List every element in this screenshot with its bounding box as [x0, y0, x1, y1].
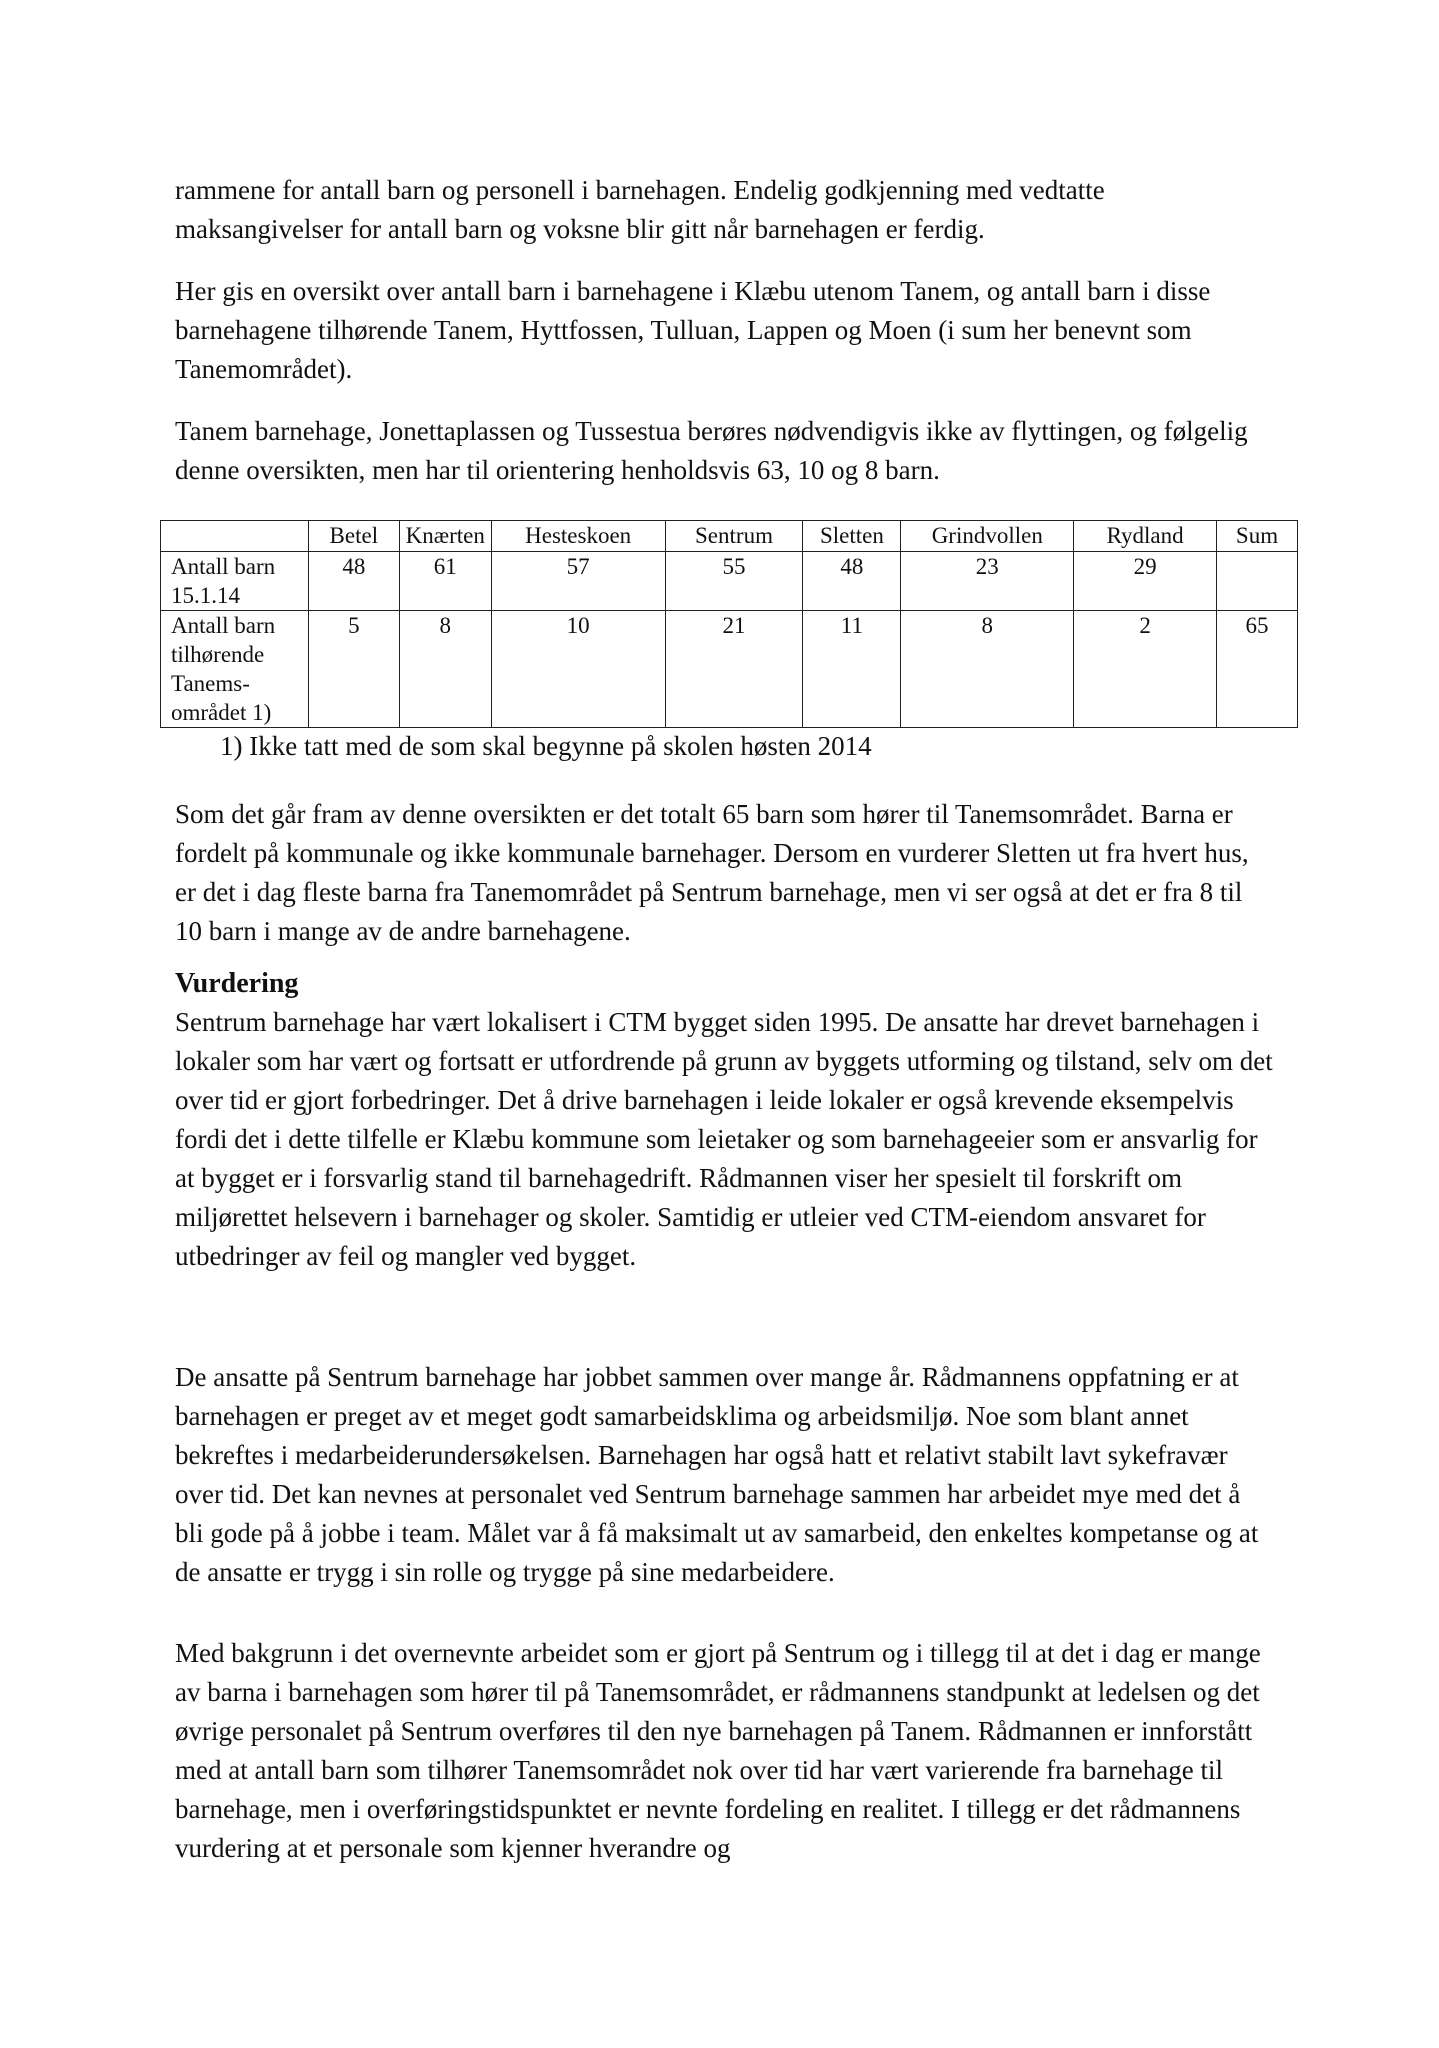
- table-cell: 8: [901, 611, 1074, 728]
- table-header-sentrum: Sentrum: [665, 521, 803, 552]
- table-header-hesteskoen: Hesteskoen: [491, 521, 665, 552]
- table-cell: 21: [665, 611, 803, 728]
- table-cell: 10: [491, 611, 665, 728]
- table-row: [161, 552, 1298, 611]
- table-cell: 48: [308, 552, 399, 611]
- table-cell: 2: [1074, 611, 1217, 728]
- table-cell: 65: [1217, 611, 1298, 728]
- table-header-grindvollen: Grindvollen: [901, 521, 1074, 552]
- table-cell: 8: [399, 611, 491, 728]
- table-header-sum: Sum: [1217, 521, 1298, 552]
- paragraph-tanem-info: Tanem barnehage, Jonettaplassen og Tussestua berøres nødvendigvis ikke av flyttingen, og følgelig denne oversikten, men har til orientering henholdsvis 63, 10 og 8 barn.: [175, 416, 1248, 485]
- table-header-row: [161, 521, 1298, 552]
- paragraph-ansatte: De ansatte på Sentrum barnehage har jobbet sammen over mange år. Rådmannens oppfatning er at barnehagen er preget av et meget godt samarbeidsklima og arbeidsmiljø. Noe som blant annet bekreftes i medarbeiderundersøkelsen. Barnehagen har også hatt et relativt stabilt lavt sykefravær over tid. Det kan nevnes at personalet ved Sentrum barnehage sammen har arbeidet mye med det å bli gode på å jobbe i team. Målet var å få maksimalt ut av samarbeid, den enkeltes kompetanse og at de ansatte er trygg i sin rolle og trygge på sine medarbeidere.: [175, 1362, 1259, 1587]
- table-cell: 57: [491, 552, 665, 611]
- table-header-sletten: Sletten: [803, 521, 901, 552]
- table-header-rydland: Rydland: [1074, 521, 1217, 552]
- table-cell: [1217, 552, 1298, 611]
- table-cell: 23: [901, 552, 1074, 611]
- table-cell: 48: [803, 552, 901, 611]
- row-label-tilhorende: Antall barn tilhørende Tanems-området 1): [161, 611, 309, 728]
- table-row: [161, 611, 1298, 728]
- paragraph-intro: rammene for antall barn og personell i barnehagen. Endelig godkjenning med vedtatte maksangivelser for antall barn og voksne blir gitt når barnehagen er ferdig.: [175, 175, 1105, 244]
- table-cell: 5: [308, 611, 399, 728]
- table-footnote: 1) Ikke tatt med de som skal begynne på skolen høsten 2014: [220, 731, 872, 761]
- paragraph-sentrum: Sentrum barnehage har vært lokalisert i CTM bygget siden 1995. De ansatte har drevet barnehagen i lokaler som har vært og fortsatt er utfordrende på grunn av byggets utforming og tilstand, selv om det over tid er gjort forbedringer. Det å drive barnehagen i leide lokaler er også krevende eksempelvis fordi det i dette tilfelle er Klæbu kommune som leietaker og som barnehageeier som er ansvarlig for at bygget er i forsvarlig stand til barnehagedrift. Rådmannen viser her spesielt til forskrift om miljørettet helsevern i barnehager og skoler. Samtidig er utleier ved CTM-eiendom ansvaret for utbedringer av feil og mangler ved bygget.: [175, 1007, 1273, 1271]
- section-heading: Vurdering: [175, 968, 299, 999]
- table-cell: 61: [399, 552, 491, 611]
- paragraph-bakgrunn: Med bakgrunn i det overnevnte arbeidet som er gjort på Sentrum og i tillegg til at det i dag er mange av barna i barnehagen som hører til på Tanemsområdet, er rådmannens standpunkt at ledelsen og det øvrige personalet på Sentrum overføres til den nye barnehagen på Tanem. Rådmannen er innforstått med at antall barn som tilhører Tanemsområdet nok over tid har vært varierende fra barnehage til barnehage, men i overføringstidspunktet er nevnte fordeling en realitet. I tillegg er det rådmannens vurdering at et personale som kjenner hverandre og: [175, 1638, 1261, 1863]
- children-table: [160, 520, 1298, 728]
- paragraph-overview: Her gis en oversikt over antall barn i barnehagene i Klæbu utenom Tanem, og antall barn i disse barnehagene tilhørende Tanem, Hyttfossen, Tulluan, Lappen og Moen (i sum her benevnt som Tanemområdet).: [175, 276, 1211, 384]
- table-cell: 29: [1074, 552, 1217, 611]
- table-header-empty: [161, 521, 309, 552]
- paragraph-summary: Som det går fram av denne oversikten er det totalt 65 barn som hører til Tanemsområdet. Barna er fordelt på kommunale og ikke kommunale barnehager. Dersom en vurderer Sletten ut fra hvert hus, er det i dag fleste barna fra Tanemområdet på Sentrum barnehage, men vi ser også at det er fra 8 til 10 barn i mange av de andre barnehagene.: [175, 799, 1249, 946]
- table-cell: 11: [803, 611, 901, 728]
- table-header-knaerten: Knærten: [399, 521, 491, 552]
- table-header-betel: Betel: [308, 521, 399, 552]
- row-label-antall-barn: Antall barn 15.1.14: [161, 552, 309, 611]
- table-cell: 55: [665, 552, 803, 611]
